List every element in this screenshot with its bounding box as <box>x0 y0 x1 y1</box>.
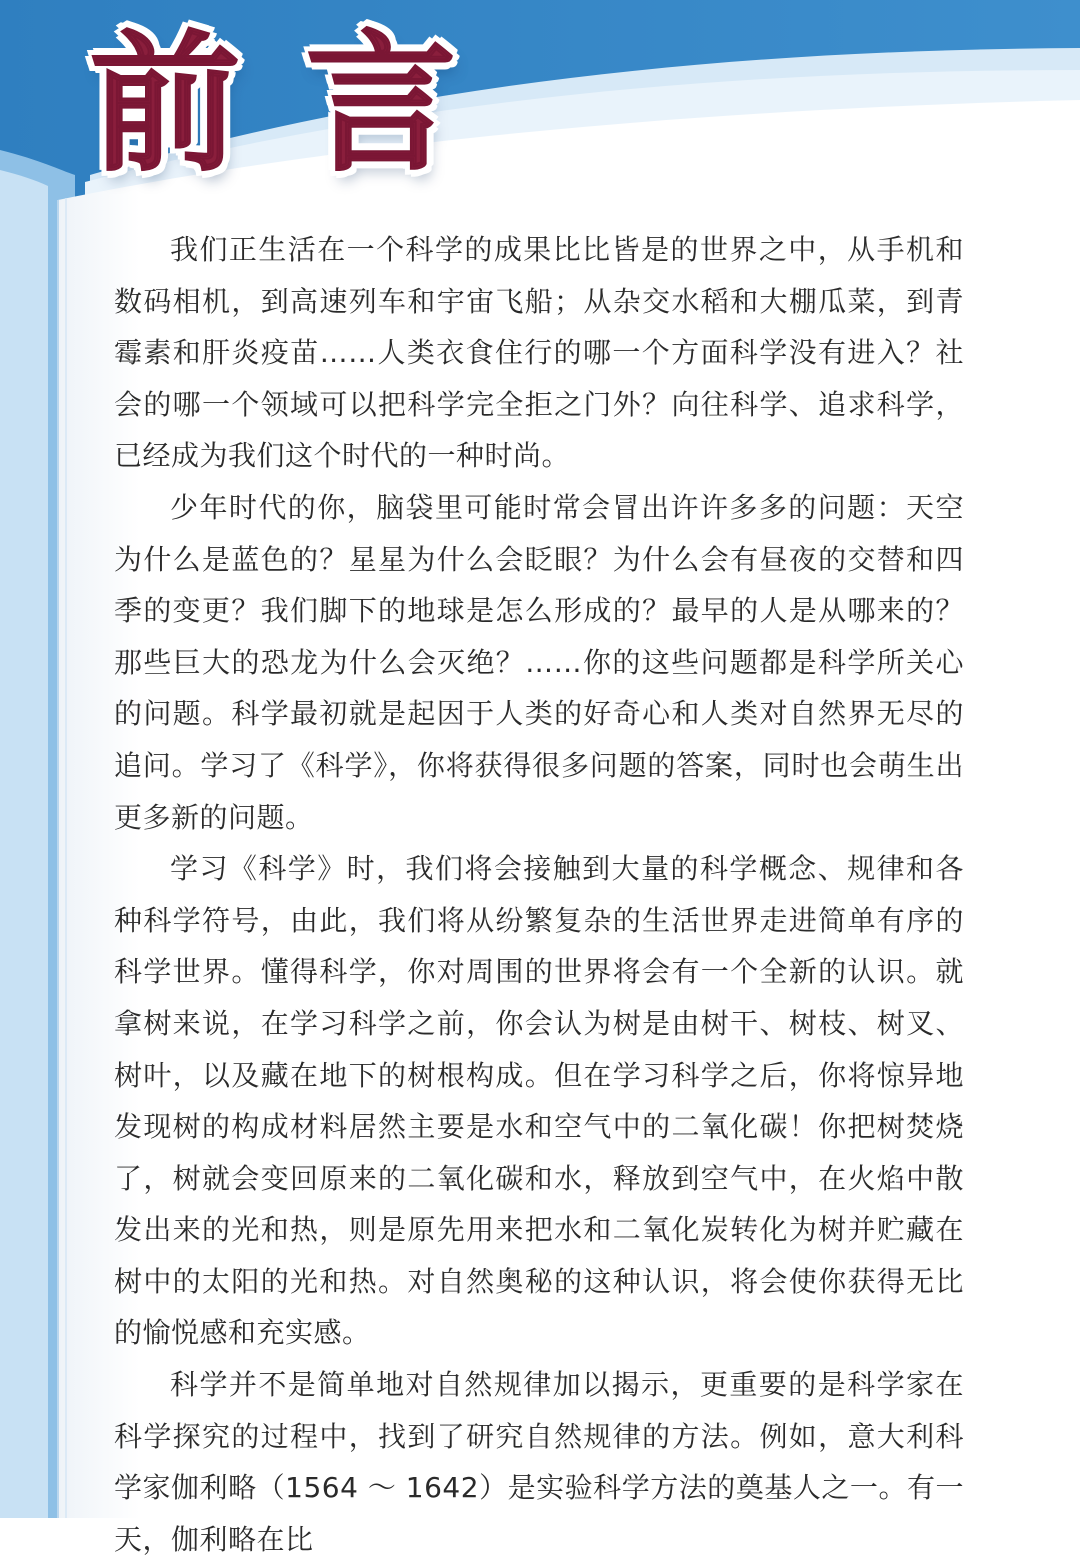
page-heading <box>78 20 498 190</box>
paragraph-4: 科学并不是简单地对自然规律加以揭示，更重要的是科学家在科学探究的过程中，找到了研究自然规律的方法。例如，意大利科学家伽利略（1564 ～ 1642）是实验科学方法的奠基人之一。有一天，伽利略在比 <box>114 1368 964 1556</box>
heading-char-1: 前 <box>90 18 241 192</box>
paragraph-2: 少年时代的你，脑袋里可能时常会冒出许许多多的问题：天空为什么是蓝色的？星星为什么会眨眼？为什么会有昼夜的交替和四季的变更？我们脚下的地球是怎么形成的？最早的人是从哪来的？那些巨大的恐龙为什么会灭绝？……你的这些问题都是科学所关心的问题。科学最初就是起因于人类的好奇心和人类对自然界无尽的追问。学习了《科学》，你将获得很多问题的答案，同时也会萌生出更多新的问题。 <box>114 490 964 834</box>
heading-char-2: 言 <box>306 18 457 192</box>
preface-body <box>114 224 964 1565</box>
paragraph-3: 学习《科学》时，我们将会接触到大量的科学概念、规律和各种科学符号，由此，我们将从纷繁复杂的生活世界走进简单有序的科学世界。懂得科学，你对周围的世界将会有一个全新的认识。就拿树来说，在学习科学之前，你会认为树是由树干、树枝、树叉、树叶，以及藏在地下的树根构成。但在学习科学之后，你将惊异地发现树的构成材料居然主要是水和空气中的二氧化碳！你把树焚烧了，树就会变回原来的二氧化碳和水，释放到空气中，在火焰中散发出来的光和热，则是原先用来把水和二氧化炭转化为树并贮藏在树中的太阳的光和热。对自然奥秘的这种认识，将会使你获得无比的愉悦感和充实感。 <box>114 852 964 1350</box>
paragraph-1: 我们正生活在一个科学的成果比比皆是的世界之中，从手机和数码相机，到高速列车和宇宙飞船；从杂交水稻和大棚瓜菜，到青霉素和肝炎疫苗……人类衣食住行的哪一个方面科学没有进入？社会的哪一个领域可以把科学完全拒之门外？向往科学、追求科学，已经成为我们这个时代的一种时尚。 <box>114 233 964 473</box>
